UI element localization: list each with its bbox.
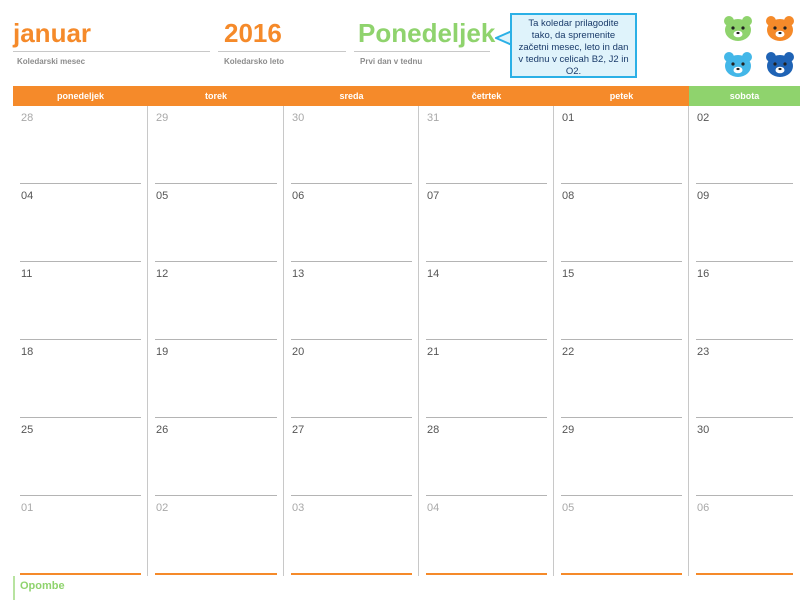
cell-divider: [426, 261, 547, 262]
cell-divider: [291, 261, 412, 262]
day-number[interactable]: 03: [292, 502, 305, 514]
month-label: Koledarski mesec: [17, 57, 86, 66]
first-day-label: Prvi dan v tednu: [360, 57, 423, 66]
month-value[interactable]: januar: [13, 18, 92, 48]
day-header-petek: petek: [554, 86, 689, 106]
first-day-underline: [354, 51, 490, 52]
day-number[interactable]: 14: [427, 268, 440, 280]
year-underline: [218, 51, 346, 52]
column-separator: [283, 106, 284, 576]
column-separator: [147, 106, 148, 576]
cell-divider: [561, 495, 682, 496]
cell-divider: [20, 417, 141, 418]
day-number[interactable]: 15: [562, 268, 575, 280]
tooltip-callout: Ta koledar prilagodite tako, da spremenite začetni mesec, leto in dan v tednu v celicah B2, J2 in O2.: [510, 13, 637, 78]
day-number[interactable]: 02: [697, 112, 710, 124]
day-number[interactable]: 06: [292, 190, 305, 202]
notes-label: Opombe: [20, 580, 65, 592]
day-header-torek: torek: [148, 86, 284, 106]
cell-divider: [426, 495, 547, 496]
day-number[interactable]: 01: [562, 112, 575, 124]
cell-divider: [426, 339, 547, 340]
cell-divider: [291, 417, 412, 418]
light-blue-bear-icon: [722, 50, 754, 78]
day-number[interactable]: 04: [427, 502, 440, 514]
first-day-value[interactable]: Ponedeljek: [358, 18, 496, 48]
cell-divider: [20, 339, 141, 340]
cell-divider: [291, 339, 412, 340]
cell-divider: [20, 495, 141, 496]
cell-divider: [561, 261, 682, 262]
cell-divider: [696, 495, 793, 496]
column-separator: [553, 106, 554, 576]
day-number[interactable]: 27: [292, 424, 305, 436]
bottom-accent-line: [155, 573, 277, 575]
cell-divider: [155, 495, 277, 496]
cell-divider: [20, 183, 141, 184]
day-number[interactable]: 26: [156, 424, 169, 436]
year-value[interactable]: 2016: [224, 18, 282, 48]
day-header-četrtek: četrtek: [419, 86, 554, 106]
day-number[interactable]: 13: [292, 268, 305, 280]
cell-divider: [291, 495, 412, 496]
bottom-accent-line: [291, 573, 412, 575]
bottom-accent-line: [696, 573, 793, 575]
day-number[interactable]: 29: [156, 112, 169, 124]
cell-divider: [696, 261, 793, 262]
day-number[interactable]: 05: [156, 190, 169, 202]
day-number[interactable]: 22: [562, 346, 575, 358]
cell-divider: [155, 339, 277, 340]
day-number[interactable]: 06: [697, 502, 710, 514]
day-number[interactable]: 05: [562, 502, 575, 514]
day-header-sreda: sreda: [284, 86, 419, 106]
cell-divider: [155, 183, 277, 184]
day-number[interactable]: 23: [697, 346, 710, 358]
cell-divider: [426, 417, 547, 418]
bottom-accent-line: [561, 573, 682, 575]
cell-divider: [696, 183, 793, 184]
green-bear-icon: [722, 14, 754, 42]
cell-divider: [155, 417, 277, 418]
day-number[interactable]: 02: [156, 502, 169, 514]
day-number[interactable]: 29: [562, 424, 575, 436]
cell-divider: [426, 183, 547, 184]
day-number[interactable]: 16: [697, 268, 710, 280]
day-number[interactable]: 09: [697, 190, 710, 202]
year-label: Koledarsko leto: [224, 57, 285, 66]
day-number[interactable]: 07: [427, 190, 440, 202]
day-header-ponedeljek: ponedeljek: [13, 86, 148, 106]
day-number[interactable]: 28: [427, 424, 440, 436]
column-separator: [418, 106, 419, 576]
cell-divider: [561, 339, 682, 340]
bottom-accent-line: [20, 573, 141, 575]
day-number[interactable]: 19: [156, 346, 169, 358]
day-number[interactable]: 18: [21, 346, 34, 358]
day-number[interactable]: 30: [697, 424, 710, 436]
day-header-sobota: sobota: [689, 86, 800, 106]
cell-divider: [561, 183, 682, 184]
day-number[interactable]: 01: [21, 502, 34, 514]
day-number[interactable]: 04: [21, 190, 34, 202]
cell-divider: [696, 339, 793, 340]
day-number[interactable]: 31: [427, 112, 440, 124]
cell-divider: [561, 417, 682, 418]
cell-divider: [696, 417, 793, 418]
day-number[interactable]: 25: [21, 424, 34, 436]
day-number[interactable]: 20: [292, 346, 305, 358]
month-underline: [13, 51, 210, 52]
bottom-accent-line: [426, 573, 547, 575]
day-number[interactable]: 28: [21, 112, 34, 124]
cell-divider: [155, 261, 277, 262]
day-number[interactable]: 30: [292, 112, 305, 124]
day-number[interactable]: 08: [562, 190, 575, 202]
cell-divider: [20, 261, 141, 262]
notes-bar: [13, 576, 15, 600]
day-number[interactable]: 11: [21, 268, 33, 280]
column-separator: [688, 106, 689, 576]
dark-blue-bear-icon: [764, 50, 796, 78]
orange-bear-icon: [764, 14, 796, 42]
cell-divider: [291, 183, 412, 184]
day-number[interactable]: 21: [427, 346, 440, 358]
day-number[interactable]: 12: [156, 268, 169, 280]
